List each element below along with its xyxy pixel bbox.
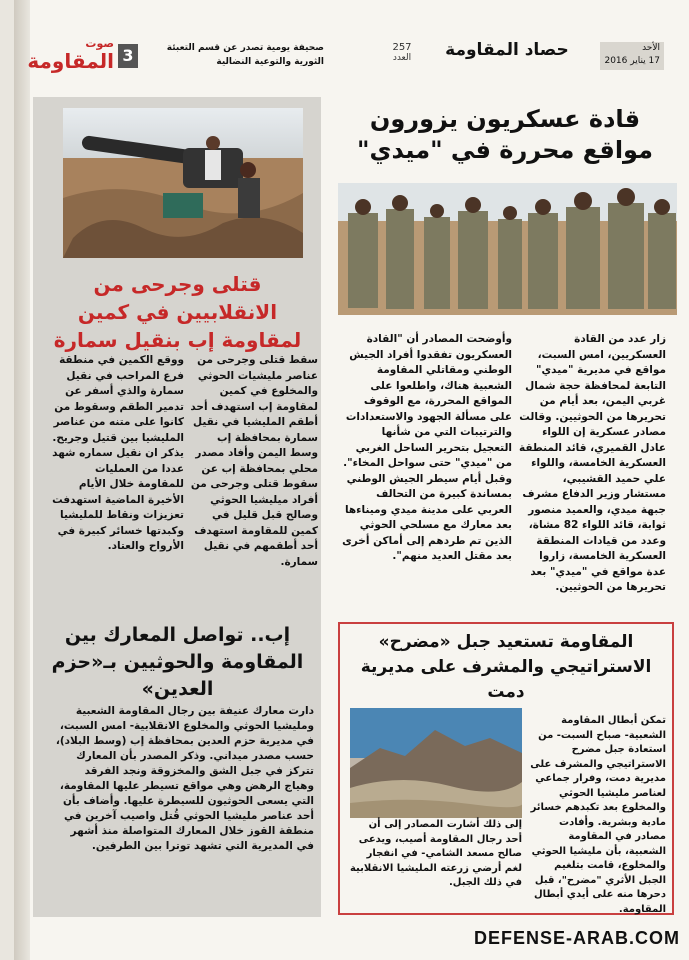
- photo-mountain-image: [350, 708, 522, 818]
- section-number: 3: [118, 44, 138, 68]
- midi-visit-column-1: زار عدد من القادة العسكريين، امس السبت، مواقع في مديرية "ميدي" التابعة لمحافظة حجة شمال غربي اليمن، بعد أيام من تحريرها من الحوثيين. وقالت مصادر عسكرية إن اللواء عادل القميري، قائد المنطقة العسكرية الخامسة، واللواء علي حميد القشيبي، مستشار وزير الدفاع مشرف جبهة ميدي، والعميد منصور ثوابة، قائد اللواء 82 مشاة، وعدد من قيادات المنطقة العسكرية الخامسة، زاروا عدة مواقع في "ميدي" بعد تحريرها من الحوثيين.: [519, 333, 666, 593]
- madrah-column-1: تمكن أبطال المقاومة الشعبية- صباح السبت- من استعادة جبل مضرح الاستراتيجي والمشرف على مديرية دمت، وفرار جماعي لعناصر مليشيا الحوثي والمخلوع بعد تكبدهم خسائر مادية وبشرية. وأفادت مصادر في المقاومة الشعبية، بأن مليشيا الحوثي والمخلوع، قامت بتلغيم الجبل الأثري "مضرح"، قبل دحرها منه على أيدي أبطال المقاومة.: [530, 715, 666, 915]
- date-box: [600, 42, 664, 70]
- photo-mountain: [350, 708, 522, 818]
- logo-line2: المقاومة: [27, 49, 114, 73]
- masthead: [22, 38, 677, 74]
- page-edge: [14, 0, 30, 960]
- issue-label: العدد: [392, 53, 412, 63]
- ibb-ambush-column-2: ووقع الكمين في منطقة فرع المراحب في نقيل سمارة والذي أسفر عن تدمير الطقم وسقوط من كانوا على متنه من عناصر المليشيا بين قتيل وجريح. يذكر ان نقيل سماره شهد عددا من العمليات للمقاومة خلال الأيام الأخيرة الماضية استهدفت تعزيزات ونقاط للمليشيا وكبدتها خسائر كبيرة في الأرواح والعتاد.: [52, 354, 184, 552]
- logo-line1: صوت: [85, 37, 114, 50]
- tagline: صحيفة يومية تصدر عن قسم التعبئة الثورية والتوعية النضالية: [166, 43, 324, 67]
- day-label: الأحد: [642, 43, 660, 53]
- headline-midi-visit: قادة عسكريون يزورون مواقع محررة في "ميدي": [357, 105, 653, 164]
- section-title: حصاد المقاومة: [445, 40, 569, 60]
- photo-commanders-group: [338, 183, 677, 315]
- headline-hazm-aludain: إب.. تواصل المعارك بين المقاومة والحوثيين بـ«حزم العدين»: [51, 624, 304, 700]
- midi-visit-column-2: وأوضحت المصادر أن "القادة العسكريون تفقدوا أفراد الجيش الوطني ومقاتلي المقاومة الشعبية هناك، واطلعوا على المواقع المحررة، مع الوقوف على مسألة الجهود والاستعدادات والترتيبات التي من شأنها التعجيل بتحرير الساحل الغربي من "ميدي" حتى سواحل المخاء". وقبل أيام سيطر الجيش الوطني بمساندة كبيرة من التحالف العربي على مدينة ميدي وميناءها بعد معارك مع مسلحي الحوثي الذين تم طردهم إلى أماكن أخرى بعد مقتل العديد منهم".: [342, 333, 512, 562]
- newspaper-logo: [22, 38, 114, 74]
- ibb-ambush-column-1: سقط قتلى وجرحى من عناصر مليشيات الحوثي والمخلوع في كمين لمقاومة إب استهدف أحد أطقم المليشيا في نقيل سمارة بمحافظة إب وسط اليمن وأفاد مصدر محلي بمحافظة إب عن سقوط قتلى وجرحى من أفراد ميليشيا الحوثي وصالح قبل قليل في كمين للمقاومة استهدف أحد أطقمهم في نقيل سمارة.: [190, 354, 318, 568]
- photo-fighters-gun-image: [63, 108, 303, 258]
- site-watermark: DEFENSE-ARAB.COM: [473, 928, 680, 948]
- headline-ibb-ambush: قتلى وجرحى من الانقلابيين في كمين لمقاومة إب بنقيل سمارة: [53, 272, 302, 352]
- headline-madrah: المقاومة تستعيد جبل «مضرح» الاستراتيجي والمشرف على مديرية دمت: [360, 632, 652, 702]
- photo-commanders-group-image: [338, 183, 677, 315]
- issue-number: [382, 42, 422, 63]
- madrah-column-2: إلى ذلك أشارت المصادر إلى أن أحد رجال المقاومة أصيب، ويدعى صالح مسعد الشامي- في انفجار لغم أرضي زرعته المليشيا الانقلابية في ذلك الجبل.: [349, 819, 522, 888]
- date-label: 17 يناير 2016: [604, 56, 660, 66]
- issue-number-value: 257: [392, 42, 412, 53]
- photo-fighters-gun: [63, 108, 303, 258]
- hazm-aludain-body: دارت معارك عنيفة بين رجال المقاومة الشعبية ومليشيا الحوثي والمخلوع الانقلابية- امس السبت، في مديرية حزم العدين بمحافظة إب (وسط البلاد)، حسب مصدر ميداني. وذكر المصدر بأن المعارك تتركز في جبل الشق والمخزوقة ونجد الفرقد وهياج الرهض وهي مواقع تسيطر عليها المقاومة، التي يسعى الحوثيون للسيطرة عليها. وأضاف بأن أحد عناصر مليشيا الحوثي قُتل واصيب آخرين في منطقة القوز خلال المعارك المتواصلة منذ أشهر في المديرية التي تشهد توترا بين الطرفين.: [55, 705, 314, 852]
